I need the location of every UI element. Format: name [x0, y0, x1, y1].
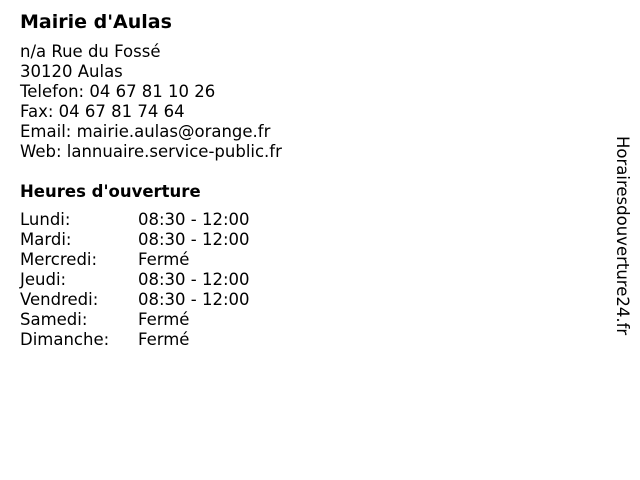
business-card [20, 10, 580, 350]
business-name: Mairie d'Aulas [20, 11, 172, 33]
day-hours: 08:30 - 12:00 [138, 270, 250, 289]
hours-row-monday [20, 210, 580, 230]
day-label: Lundi: [20, 210, 71, 229]
day-label: Mercredi: [20, 250, 98, 269]
day-hours: Fermé [138, 250, 190, 269]
day-hours: 08:30 - 12:00 [138, 210, 250, 229]
day-hours: 08:30 - 12:00 [138, 290, 250, 309]
phone-number: Telefon: 04 67 81 10 26 [20, 82, 216, 101]
opening-hours-table [20, 210, 580, 350]
day-hours: Fermé [138, 310, 190, 329]
hours-row-sunday [20, 330, 580, 350]
day-hours: 08:30 - 12:00 [138, 230, 250, 249]
site-watermark: Horairesdouverture24.fr [613, 136, 632, 336]
day-label: Mardi: [20, 230, 72, 249]
day-label: Samedi: [20, 310, 88, 329]
day-hours: Fermé [138, 330, 190, 349]
opening-hours-heading: Heures d'ouverture [20, 182, 201, 201]
postal-city: 30120 Aulas [20, 62, 123, 81]
street-address: n/a Rue du Fossé [20, 42, 161, 61]
hours-row-tuesday [20, 230, 580, 250]
fax-number: Fax: 04 67 81 74 64 [20, 102, 185, 121]
day-label: Dimanche: [20, 330, 110, 349]
hours-row-saturday [20, 310, 580, 330]
day-label: Vendredi: [20, 290, 99, 309]
hours-row-friday [20, 290, 580, 310]
hours-row-thursday [20, 270, 580, 290]
contact-details [20, 42, 580, 162]
email-address: Email: mairie.aulas@orange.fr [20, 122, 271, 141]
website-link: Web: lannuaire.service-public.fr [20, 142, 282, 161]
day-label: Jeudi: [20, 270, 67, 289]
hours-row-wednesday [20, 250, 580, 270]
